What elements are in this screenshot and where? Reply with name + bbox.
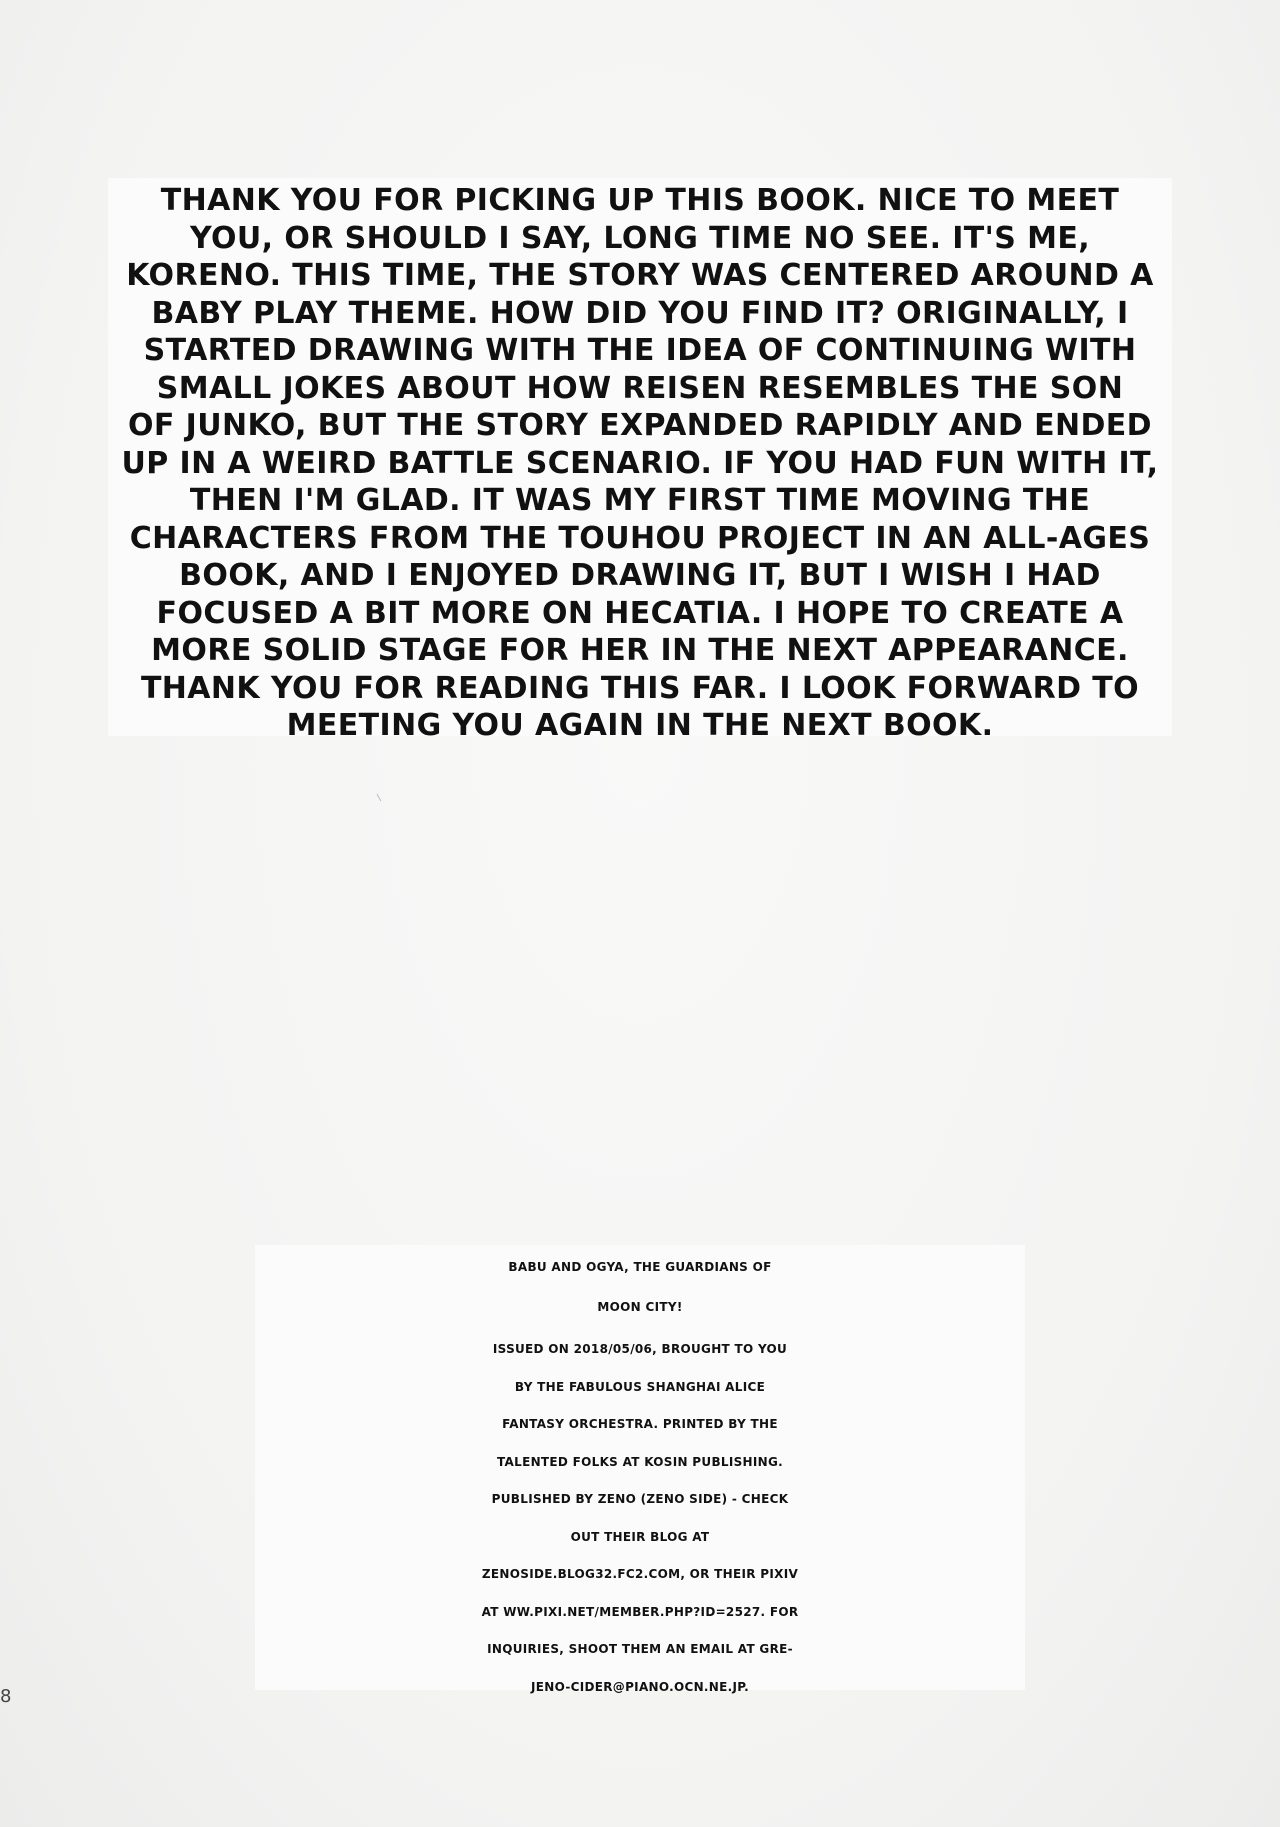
stray-pencil-mark	[376, 791, 386, 801]
colophon-line: FANTASY ORCHESTRA. PRINTED BY THE	[502, 1417, 778, 1431]
afterword-line: BOOK, AND I ENJOYED DRAWING IT, BUT I WISH I HAD	[179, 558, 1101, 593]
afterword-line: MORE SOLID STAGE FOR HER IN THE NEXT APPEARANCE.	[151, 633, 1129, 668]
afterword-line: CHARACTERS FROM THE TOUHOU PROJECT IN AN ALL-AGES	[129, 520, 1151, 556]
afterword-line: THEN I'M GLAD. IT WAS MY FIRST TIME MOVING THE	[189, 483, 1091, 518]
afterword-line: UP IN A WEIRD BATTLE SCENARIO. IF YOU HAD FUN WITH IT,	[121, 445, 1159, 481]
book-title-line: BABU AND OGYA, THE GUARDIANS OF	[508, 1260, 772, 1274]
colophon-line: TALENTED FOLKS AT KOSIN PUBLISHING.	[496, 1454, 784, 1469]
afterword-line: MEETING YOU AGAIN IN THE NEXT BOOK.	[286, 708, 994, 743]
afterword-line: OF JUNKO, BUT THE STORY EXPANDED RAPIDLY AND ENDED	[128, 408, 1152, 443]
afterword-line: STARTED DRAWING WITH THE IDEA OF CONTINUING WITH	[143, 333, 1137, 368]
colophon-line: INQUIRIES, SHOOT THEM AN EMAIL AT GRE-	[487, 1642, 793, 1656]
afterword-line: THANK YOU FOR READING THIS FAR. I LOOK FORWARD TO	[140, 670, 1140, 706]
colophon-line: JENO-CIDER@PIANO.OCN.NE.JP.	[531, 1679, 749, 1694]
afterword-line: KORENO. THIS TIME, THE STORY WAS CENTERED AROUND A	[126, 258, 1154, 293]
colophon-line: AT WW.PIXI.NET/MEMBER.PHP?ID=2527. FOR	[481, 1604, 799, 1619]
afterword-line: BABY PLAY THEME. HOW DID YOU FIND IT? ORIGINALLY, I	[151, 295, 1129, 331]
colophon-line: PUBLISHED BY ZENO (ZENO SIDE) - CHECK	[491, 1492, 789, 1506]
afterword-line: YOU, OR SHOULD I SAY, LONG TIME NO SEE. IT'S ME,	[189, 220, 1091, 256]
afterword-line: SMALL JOKES ABOUT HOW REISEN RESEMBLES THE SON	[156, 370, 1124, 406]
afterword-line: THANK YOU FOR PICKING UP THIS BOOK. NICE TO MEET	[160, 183, 1120, 218]
colophon-line: ISSUED ON 2018/05/06, BROUGHT TO YOU	[492, 1342, 788, 1356]
page-number: 8	[0, 1686, 12, 1707]
colophon-line: ZENOSIDE.BLOG32.FC2.COM, OR THEIR PIXIV	[481, 1567, 799, 1581]
colophon-block	[255, 1245, 1025, 1694]
colophon-line: OUT THEIR BLOG AT	[570, 1529, 710, 1544]
colophon-line: BY THE FABULOUS SHANGHAI ALICE	[514, 1379, 766, 1394]
afterword-line: FOCUSED A BIT MORE ON HECATIA. I HOPE TO CREATE A	[156, 595, 1124, 631]
afterword-text-block	[108, 178, 1172, 743]
book-title-line: MOON CITY!	[597, 1300, 683, 1314]
